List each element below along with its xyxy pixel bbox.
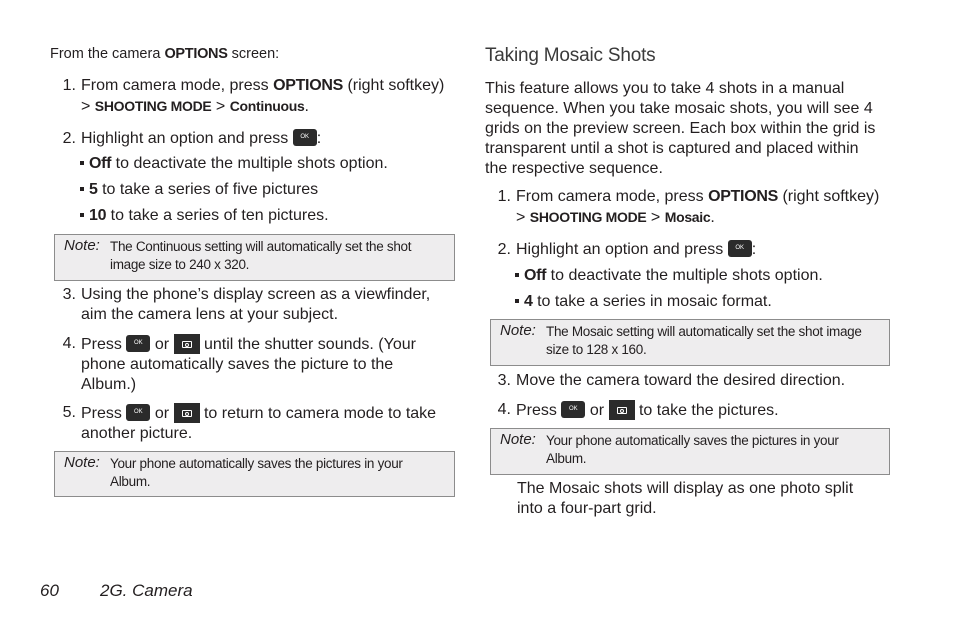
- note-text: Your phone automatically saves the pictures in your: [546, 433, 839, 448]
- option-10: 10 to take a series of ten pictures.: [80, 206, 329, 226]
- note-text: Your phone automatically saves the pictures in your: [110, 456, 403, 471]
- step-4: 4. Press OK or to take the pictures.: [485, 400, 891, 422]
- option-off: Off to deactivate the multiple shots option.: [515, 266, 823, 286]
- step-5: 5. Press OK or to return to camera mode to take another picture.: [50, 403, 456, 445]
- step-text: From camera mode, press: [81, 77, 269, 94]
- menu-shooting-mode: SHOOTING MODE: [94, 98, 212, 114]
- step-3: [50, 285, 456, 327]
- step-number: 3.: [62, 286, 76, 303]
- step-3: 3. Move the camera toward the desired direction.: [485, 371, 891, 393]
- step-text-end: (right softkey): [347, 77, 445, 94]
- note-text: The Mosaic setting will automatically set the shot image: [546, 324, 862, 339]
- note-text: Album.: [110, 474, 151, 489]
- intro-text-end: screen:: [231, 46, 280, 62]
- menu-continuous: Continuous: [229, 98, 305, 114]
- option-4: 4 to take a series in mosaic format.: [515, 292, 772, 312]
- note-box: [490, 319, 890, 366]
- closing-paragraph: The Mosaic shots will display as one photo split into a four-part grid.: [517, 480, 854, 517]
- bullet-icon: [80, 187, 84, 191]
- ok-key-icon: OK: [728, 240, 752, 257]
- step-number: 1.: [62, 77, 76, 94]
- note-label: Note:: [500, 431, 536, 448]
- step-number: 1.: [497, 188, 511, 205]
- note-text: image size to 240 x 320.: [110, 257, 250, 272]
- note-text: The Continuous setting will automatically set the shot: [110, 239, 412, 254]
- options-label: OPTIONS: [708, 188, 778, 205]
- step-1: 1. From camera mode, press OPTIONS (right softkey) > SHOOTING MODE > Mosaic.: [485, 187, 891, 229]
- note-label: Note:: [64, 454, 100, 471]
- step-number: 4.: [497, 401, 511, 418]
- note-box: [490, 428, 890, 475]
- menu-shooting-mode: SHOOTING MODE: [529, 209, 647, 225]
- camera-key-icon: [174, 403, 200, 423]
- step-number: 4.: [62, 335, 76, 352]
- section-paragraph: This feature allows you to take 4 shots in a manual sequence. When you take mosaic shots, you will see 4 grids on the preview screen. Each box within the grid is transparent until a shot is captured and placed within the respective sequence.: [485, 80, 876, 177]
- ok-key-icon: OK: [126, 404, 150, 421]
- note-box: [54, 451, 455, 497]
- options-label: OPTIONS: [164, 46, 228, 62]
- intro-line: [50, 46, 279, 62]
- note-box: [54, 234, 455, 281]
- bullet-icon: [80, 213, 84, 217]
- step-number: 3.: [497, 372, 511, 389]
- step-number: 2.: [62, 130, 76, 147]
- page-number: 60: [40, 581, 59, 600]
- step-2: 2. Highlight an option and press OK :: [485, 240, 891, 262]
- step-1: [50, 76, 456, 118]
- menu-path: > SHOOTING MODE > Continuous.: [81, 98, 309, 115]
- step-text: Highlight an option and press: [81, 130, 289, 147]
- note-text: size to 128 x 160.: [546, 342, 647, 357]
- step-text: Using the phone’s display screen as a viewfinder,: [81, 286, 431, 303]
- bullet-icon: [515, 273, 519, 277]
- note-label: Note:: [64, 237, 100, 254]
- intro-text: From the camera: [50, 46, 161, 62]
- note-label: Note:: [500, 322, 536, 339]
- step-number: 5.: [62, 404, 76, 421]
- menu-path: > SHOOTING MODE > Mosaic.: [516, 209, 715, 226]
- ok-key-icon: OK: [561, 401, 585, 418]
- ok-key-icon: OK: [293, 129, 317, 146]
- step-text: aim the camera lens at your subject.: [81, 306, 339, 323]
- menu-mosaic: Mosaic: [664, 209, 711, 225]
- section-title: 2G. Camera: [100, 581, 193, 600]
- camera-key-icon: [174, 334, 200, 354]
- camera-key-icon: [609, 400, 635, 420]
- bullet-icon: [80, 161, 84, 165]
- bullet-icon: [515, 299, 519, 303]
- ok-key-icon: OK: [126, 335, 150, 352]
- step-number: 2.: [497, 241, 511, 258]
- section-heading: Taking Mosaic Shots: [485, 45, 656, 66]
- step-4: 4. Press OK or until the shutter sounds. (Your phone automatically saves the picture to the Album.): [50, 334, 456, 396]
- option-off: Off to deactivate the multiple shots option.: [80, 154, 388, 174]
- option-5: 5 to take a series of five pictures: [80, 180, 318, 200]
- options-label: OPTIONS: [273, 77, 343, 94]
- step-2: 2. Highlight an option and press OK :: [50, 129, 456, 151]
- note-text: Album.: [546, 451, 587, 466]
